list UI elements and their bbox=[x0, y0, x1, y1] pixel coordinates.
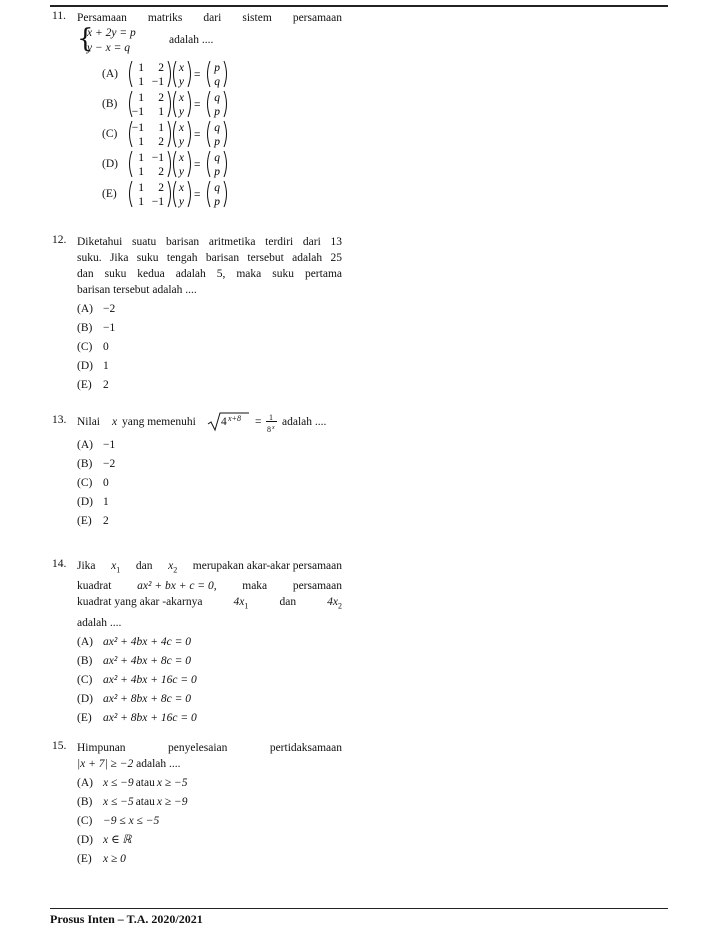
question-15 bbox=[52, 740, 342, 869]
option-label: (E) bbox=[77, 853, 92, 865]
option-e[interactable] bbox=[77, 512, 342, 531]
stem-line-2 bbox=[77, 756, 342, 772]
option-text bbox=[103, 850, 130, 869]
matrix-a11: 1 bbox=[138, 182, 144, 194]
question-number: 12. bbox=[52, 234, 67, 246]
result-left-paren bbox=[208, 61, 211, 87]
option-e[interactable] bbox=[77, 376, 342, 395]
option-label: (C) bbox=[102, 128, 118, 140]
stem-line-2: kuadrat ax² + bx + c = 0, maka persamaan bbox=[77, 580, 342, 593]
option-d[interactable] bbox=[77, 357, 342, 376]
stem-var: x bbox=[112, 416, 118, 428]
option-b[interactable] bbox=[77, 455, 342, 474]
question-tail: adalah .... bbox=[136, 758, 181, 770]
result-top: q bbox=[214, 182, 220, 194]
option-list bbox=[52, 633, 342, 728]
option-text: ax² + 8bx + 16c = 0 bbox=[103, 711, 197, 724]
vector-right-paren bbox=[188, 151, 191, 177]
option-label: (B) bbox=[77, 458, 93, 470]
option-text: ax² + 4bx + 16c = 0 bbox=[103, 673, 197, 686]
option-connector: atau bbox=[135, 777, 155, 789]
option-label: (B) bbox=[102, 98, 118, 110]
vector-y: y bbox=[178, 106, 184, 118]
vector-x: x bbox=[178, 92, 184, 104]
matrix-left-paren bbox=[130, 181, 133, 207]
matrix-a21: −1 bbox=[131, 106, 144, 118]
result-top: q bbox=[214, 152, 220, 164]
option-c[interactable] bbox=[77, 338, 342, 357]
vector-y: y bbox=[178, 76, 184, 88]
vector-left-paren bbox=[174, 121, 177, 147]
option-label: (D) bbox=[77, 834, 93, 846]
vector-y: y bbox=[178, 196, 184, 208]
option-d[interactable] bbox=[77, 493, 342, 512]
top-rule bbox=[50, 5, 668, 7]
option-text: ax² + 4bx + 4c = 0 bbox=[103, 635, 192, 648]
vector-x: x bbox=[178, 122, 184, 134]
option-label: (E) bbox=[77, 711, 92, 724]
equals-sign: = bbox=[255, 416, 262, 428]
option-text: ax² + 4bx + 8c = 0 bbox=[103, 654, 192, 667]
option-text bbox=[103, 831, 135, 850]
stem-line-3: kuadrat yang akar -akarnya $4x_1$ dan $4x_2$ bbox=[77, 596, 342, 611]
option-a[interactable] bbox=[77, 300, 342, 319]
option-label: (D) bbox=[77, 360, 93, 372]
result-right-paren bbox=[224, 151, 227, 177]
option-part-1: x ∈ ℝ bbox=[103, 834, 132, 846]
question-number: 14. bbox=[52, 558, 67, 570]
question-stem: Persamaan matriks dari sistem persamaan bbox=[77, 12, 342, 24]
system-eq-1: x + 2y = p bbox=[87, 27, 136, 39]
option-text bbox=[103, 774, 188, 793]
result-top: p bbox=[214, 62, 220, 74]
equals-sign: = bbox=[194, 69, 201, 81]
option-d[interactable] bbox=[77, 690, 342, 709]
option-b[interactable] bbox=[77, 319, 342, 338]
result-top: q bbox=[214, 92, 220, 104]
matrix-equation bbox=[128, 179, 248, 209]
vector-right-paren bbox=[188, 61, 191, 87]
stem-line-3: dan suku kedua adalah 5, maka suku pertama bbox=[77, 268, 342, 280]
option-text: −2 bbox=[103, 303, 116, 315]
option-text: −2 bbox=[103, 458, 116, 470]
equation-system bbox=[77, 26, 342, 56]
fraction-numerator: 1 bbox=[269, 413, 273, 422]
matrix-left-paren bbox=[130, 151, 133, 177]
option-label: (B) bbox=[77, 322, 93, 334]
option-part-1: −9 ≤ x ≤ −5 bbox=[103, 815, 160, 827]
option-part-2: x ≥ −9 bbox=[156, 796, 188, 808]
stem-post: adalah .... bbox=[282, 416, 327, 428]
option-label: (E) bbox=[77, 379, 92, 391]
matrix-equation bbox=[128, 149, 248, 179]
vector-left-paren bbox=[174, 151, 177, 177]
option-e[interactable] bbox=[77, 709, 342, 728]
option-text: 0 bbox=[103, 341, 109, 353]
option-list bbox=[52, 774, 342, 869]
matrix-a21: 1 bbox=[138, 196, 144, 208]
question-number: 13. bbox=[52, 414, 67, 426]
matrix-a21: 1 bbox=[138, 136, 144, 148]
option-label: (A) bbox=[77, 635, 93, 648]
matrix-a12: 2 bbox=[158, 92, 164, 104]
vector-right-paren bbox=[188, 121, 191, 147]
option-text: 2 bbox=[103, 379, 109, 391]
stem-line-1: Himpunan penyelesaian pertidaksamaan bbox=[77, 742, 342, 754]
stem-line-2: suku. Jika suku tengah barisan tersebut adalah 25 bbox=[77, 252, 342, 264]
stem-line-4: barisan tersebut adalah .... bbox=[77, 284, 197, 296]
matrix-a22: 2 bbox=[158, 166, 164, 178]
result-bottom: p bbox=[214, 106, 220, 118]
option-c[interactable] bbox=[77, 812, 342, 831]
matrix-a22: 1 bbox=[158, 106, 164, 118]
matrix-right-paren bbox=[168, 181, 171, 207]
option-label: (E) bbox=[102, 188, 117, 200]
question-number: 15. bbox=[52, 740, 67, 752]
option-label: (C) bbox=[77, 477, 93, 489]
question-11 bbox=[52, 10, 342, 230]
matrix-a11: 1 bbox=[138, 62, 144, 74]
matrix-right-paren bbox=[168, 91, 171, 117]
option-text: 1 bbox=[103, 496, 109, 508]
result-right-paren bbox=[224, 61, 227, 87]
option-a[interactable] bbox=[102, 59, 342, 89]
option-d[interactable] bbox=[77, 831, 342, 850]
vector-left-paren bbox=[174, 181, 177, 207]
option-a[interactable] bbox=[77, 436, 342, 455]
vector-y: y bbox=[178, 166, 184, 178]
option-label: (A) bbox=[77, 303, 93, 315]
option-part-1: x ≤ −9 bbox=[103, 777, 134, 789]
option-a[interactable] bbox=[77, 774, 342, 793]
option-text bbox=[103, 793, 188, 812]
result-left-paren bbox=[208, 181, 211, 207]
result-right-paren bbox=[224, 181, 227, 207]
result-left-paren bbox=[208, 91, 211, 117]
option-label: (A) bbox=[102, 68, 118, 80]
equals-sign: = bbox=[194, 159, 201, 171]
matrix-a11: 1 bbox=[138, 152, 144, 164]
option-label: (C) bbox=[77, 815, 93, 827]
result-bottom: p bbox=[214, 196, 220, 208]
option-part-1: x ≥ 0 bbox=[103, 853, 126, 865]
result-bottom: q bbox=[214, 76, 220, 88]
result-top: q bbox=[214, 122, 220, 134]
option-text: 0 bbox=[103, 477, 109, 489]
equals-sign: = bbox=[194, 99, 201, 111]
vector-x: x bbox=[178, 182, 184, 194]
option-label: (A) bbox=[77, 777, 93, 789]
option-b[interactable] bbox=[77, 652, 342, 671]
vector-x: x bbox=[178, 152, 184, 164]
option-label: (D) bbox=[77, 692, 93, 705]
vector-y: y bbox=[178, 136, 184, 148]
option-list bbox=[52, 300, 342, 395]
question-12 bbox=[52, 234, 342, 410]
matrix-a12: 1 bbox=[158, 122, 164, 134]
vector-left-paren bbox=[174, 91, 177, 117]
system-eq-2: y − x = q bbox=[87, 42, 130, 54]
option-c[interactable] bbox=[77, 474, 342, 493]
matrix-equation bbox=[128, 89, 248, 119]
matrix-a22: −1 bbox=[151, 196, 164, 208]
matrix-a12: 2 bbox=[158, 62, 164, 74]
option-b[interactable] bbox=[102, 89, 342, 119]
root-exponent: x+8 bbox=[228, 414, 241, 423]
inequality: |x + 7| ≥ −2 bbox=[77, 758, 134, 770]
option-e[interactable] bbox=[77, 850, 342, 869]
matrix-a22: 2 bbox=[158, 136, 164, 148]
option-c[interactable] bbox=[77, 671, 342, 690]
option-list bbox=[52, 436, 342, 531]
option-list bbox=[77, 59, 342, 209]
option-text: −1 bbox=[103, 322, 116, 334]
matrix-left-paren bbox=[130, 61, 133, 87]
fraction-den-exponent: x bbox=[272, 425, 275, 431]
question-tail: adalah .... bbox=[169, 34, 214, 46]
stem-line-1: Diketahui suatu barisan aritmetika terdiri dari 13 bbox=[77, 236, 342, 248]
matrix-a11: −1 bbox=[131, 122, 144, 134]
question-14 bbox=[52, 558, 342, 740]
option-label: (A) bbox=[77, 439, 93, 451]
result-right-paren bbox=[224, 121, 227, 147]
bottom-rule bbox=[50, 908, 668, 909]
option-label: (D) bbox=[102, 158, 118, 170]
matrix-equation bbox=[128, 119, 248, 149]
option-a[interactable] bbox=[77, 633, 342, 652]
option-e[interactable] bbox=[102, 179, 342, 209]
vector-right-paren bbox=[188, 181, 191, 207]
fraction-denominator: 8 bbox=[267, 425, 271, 434]
stem-pre: Nilai bbox=[77, 416, 100, 428]
result-left-paren bbox=[208, 121, 211, 147]
question-13 bbox=[52, 410, 342, 550]
option-text: 1 bbox=[103, 360, 109, 372]
footer-text: Prosus Inten – T.A. 2020/2021 bbox=[50, 912, 203, 926]
option-label: (D) bbox=[77, 496, 93, 508]
result-right-paren bbox=[224, 91, 227, 117]
equals-sign: = bbox=[194, 129, 201, 141]
option-text bbox=[103, 812, 163, 831]
matrix-right-paren bbox=[168, 121, 171, 147]
option-label: (C) bbox=[77, 673, 93, 686]
matrix-a12: −1 bbox=[151, 152, 164, 164]
root-base: 4 bbox=[221, 416, 227, 428]
stem-line-1: Jika $x_1$ dan $x_2$ merupakan akar-akar persamaan bbox=[77, 560, 342, 575]
option-text: −1 bbox=[103, 439, 116, 451]
option-d[interactable] bbox=[102, 149, 342, 179]
matrix-equation bbox=[128, 59, 248, 89]
question-column bbox=[52, 10, 342, 869]
matrix-a21: 1 bbox=[138, 76, 144, 88]
option-text: 2 bbox=[103, 515, 109, 527]
option-c[interactable] bbox=[102, 119, 342, 149]
matrix-a11: 1 bbox=[138, 92, 144, 104]
matrix-right-paren bbox=[168, 61, 171, 87]
matrix-a21: 1 bbox=[138, 166, 144, 178]
vector-left-paren bbox=[174, 61, 177, 87]
matrix-right-paren bbox=[168, 151, 171, 177]
option-label: (E) bbox=[77, 515, 92, 527]
option-label: (B) bbox=[77, 796, 93, 808]
option-text: ax² + 8bx + 8c = 0 bbox=[103, 692, 192, 705]
question-number: 11. bbox=[52, 10, 66, 22]
option-part-2: x ≥ −5 bbox=[156, 777, 188, 789]
stem-mid: yang memenuhi bbox=[122, 416, 196, 428]
result-bottom: p bbox=[214, 166, 220, 178]
option-part-1: x ≤ −5 bbox=[103, 796, 134, 808]
equals-sign: = bbox=[194, 189, 201, 201]
option-b[interactable] bbox=[77, 793, 342, 812]
option-label: (B) bbox=[77, 654, 93, 667]
vector-x: x bbox=[178, 62, 184, 74]
result-bottom: p bbox=[214, 136, 220, 148]
matrix-a12: 2 bbox=[158, 182, 164, 194]
stem-line-4: adalah .... bbox=[77, 616, 122, 629]
vector-right-paren bbox=[188, 91, 191, 117]
option-label: (C) bbox=[77, 341, 93, 353]
option-connector: atau bbox=[135, 796, 155, 808]
result-left-paren bbox=[208, 151, 211, 177]
matrix-a22: −1 bbox=[151, 76, 164, 88]
system-brace: { bbox=[77, 24, 94, 54]
